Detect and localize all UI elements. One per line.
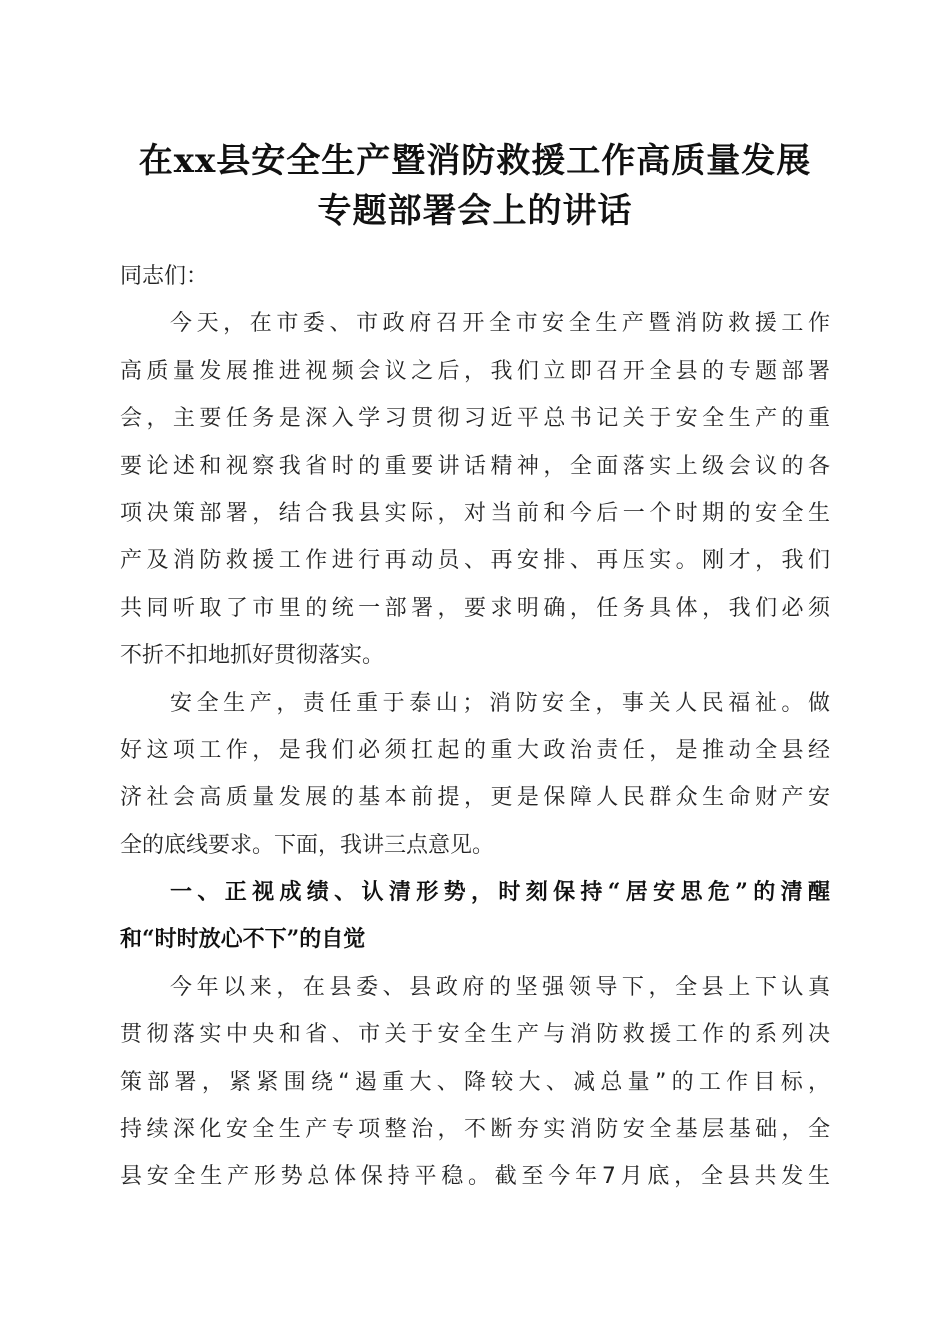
title-line: 在xx县安全生产暨消防救援工作高质量发展 bbox=[138, 141, 812, 181]
text-line: 策部署，紧紧围绕“遏重大、降较大、减总量”的工作目标， bbox=[120, 1069, 830, 1095]
text-line: 全的底线要求。下面，我讲三点意见。 bbox=[120, 832, 495, 858]
text-line: 济社会高质量发展的基本前提，更是保障人民群众生命财产安 bbox=[120, 785, 830, 811]
salutation bbox=[120, 253, 830, 300]
text-line: 持续深化安全生产专项整治，不断夯实消防安全基层基础，全 bbox=[120, 1117, 830, 1143]
paragraph-responsibility bbox=[120, 680, 830, 870]
section-heading-1 bbox=[120, 869, 830, 964]
paragraph-opening bbox=[120, 300, 830, 679]
text-line: 县安全生产形势总体保持平稳。截至今年7月底，全县共发生 bbox=[120, 1164, 830, 1190]
text-line: 今年以来，在县委、县政府的坚强领导下，全县上下认真 bbox=[170, 974, 830, 1000]
text-line: 共同听取了市里的统一部署，要求明确，任务具体，我们必须 bbox=[120, 595, 830, 621]
text-line: 要论述和视察我省时的重要讲话精神，全面落实上级会议的各 bbox=[120, 453, 830, 479]
text-line: 今天，在市委、市政府召开全市安全生产暨消防救援工作 bbox=[170, 311, 830, 337]
text-line: 不折不扣地抓好贯彻落实。 bbox=[120, 643, 385, 669]
document-title bbox=[100, 136, 850, 236]
heading-line: 一、正视成绩、认清形势，时刻保持“居安思危”的清醒 bbox=[170, 879, 830, 906]
salutation-text: 同志们： bbox=[120, 264, 209, 289]
text-line: 安全生产，责任重于泰山；消防安全，事关人民福祉。做 bbox=[170, 690, 830, 716]
document-body bbox=[120, 253, 830, 1201]
text-line: 项决策部署，结合我县实际，对当前和今后一个时期的安全生 bbox=[120, 500, 830, 526]
text-line: 会，主要任务是深入学习贯彻习近平总书记关于安全生产的重 bbox=[120, 406, 830, 432]
text-line: 高质量发展推进视频会议之后，我们立即召开全县的专题部署 bbox=[120, 358, 830, 384]
text-line: 贯彻落实中央和省、市关于安全生产与消防救援工作的系列决 bbox=[120, 1022, 830, 1048]
text-line: 产及消防救援工作进行再动员、再安排、再压实。刚才，我们 bbox=[120, 548, 830, 574]
text-line: 好这项工作，是我们必须扛起的重大政治责任，是推动全县经 bbox=[120, 737, 830, 763]
title-line: 专题部署会上的讲话 bbox=[317, 191, 633, 231]
paragraph-achievements bbox=[120, 964, 830, 1201]
heading-line: 和“时时放心不下”的自觉 bbox=[120, 926, 366, 953]
